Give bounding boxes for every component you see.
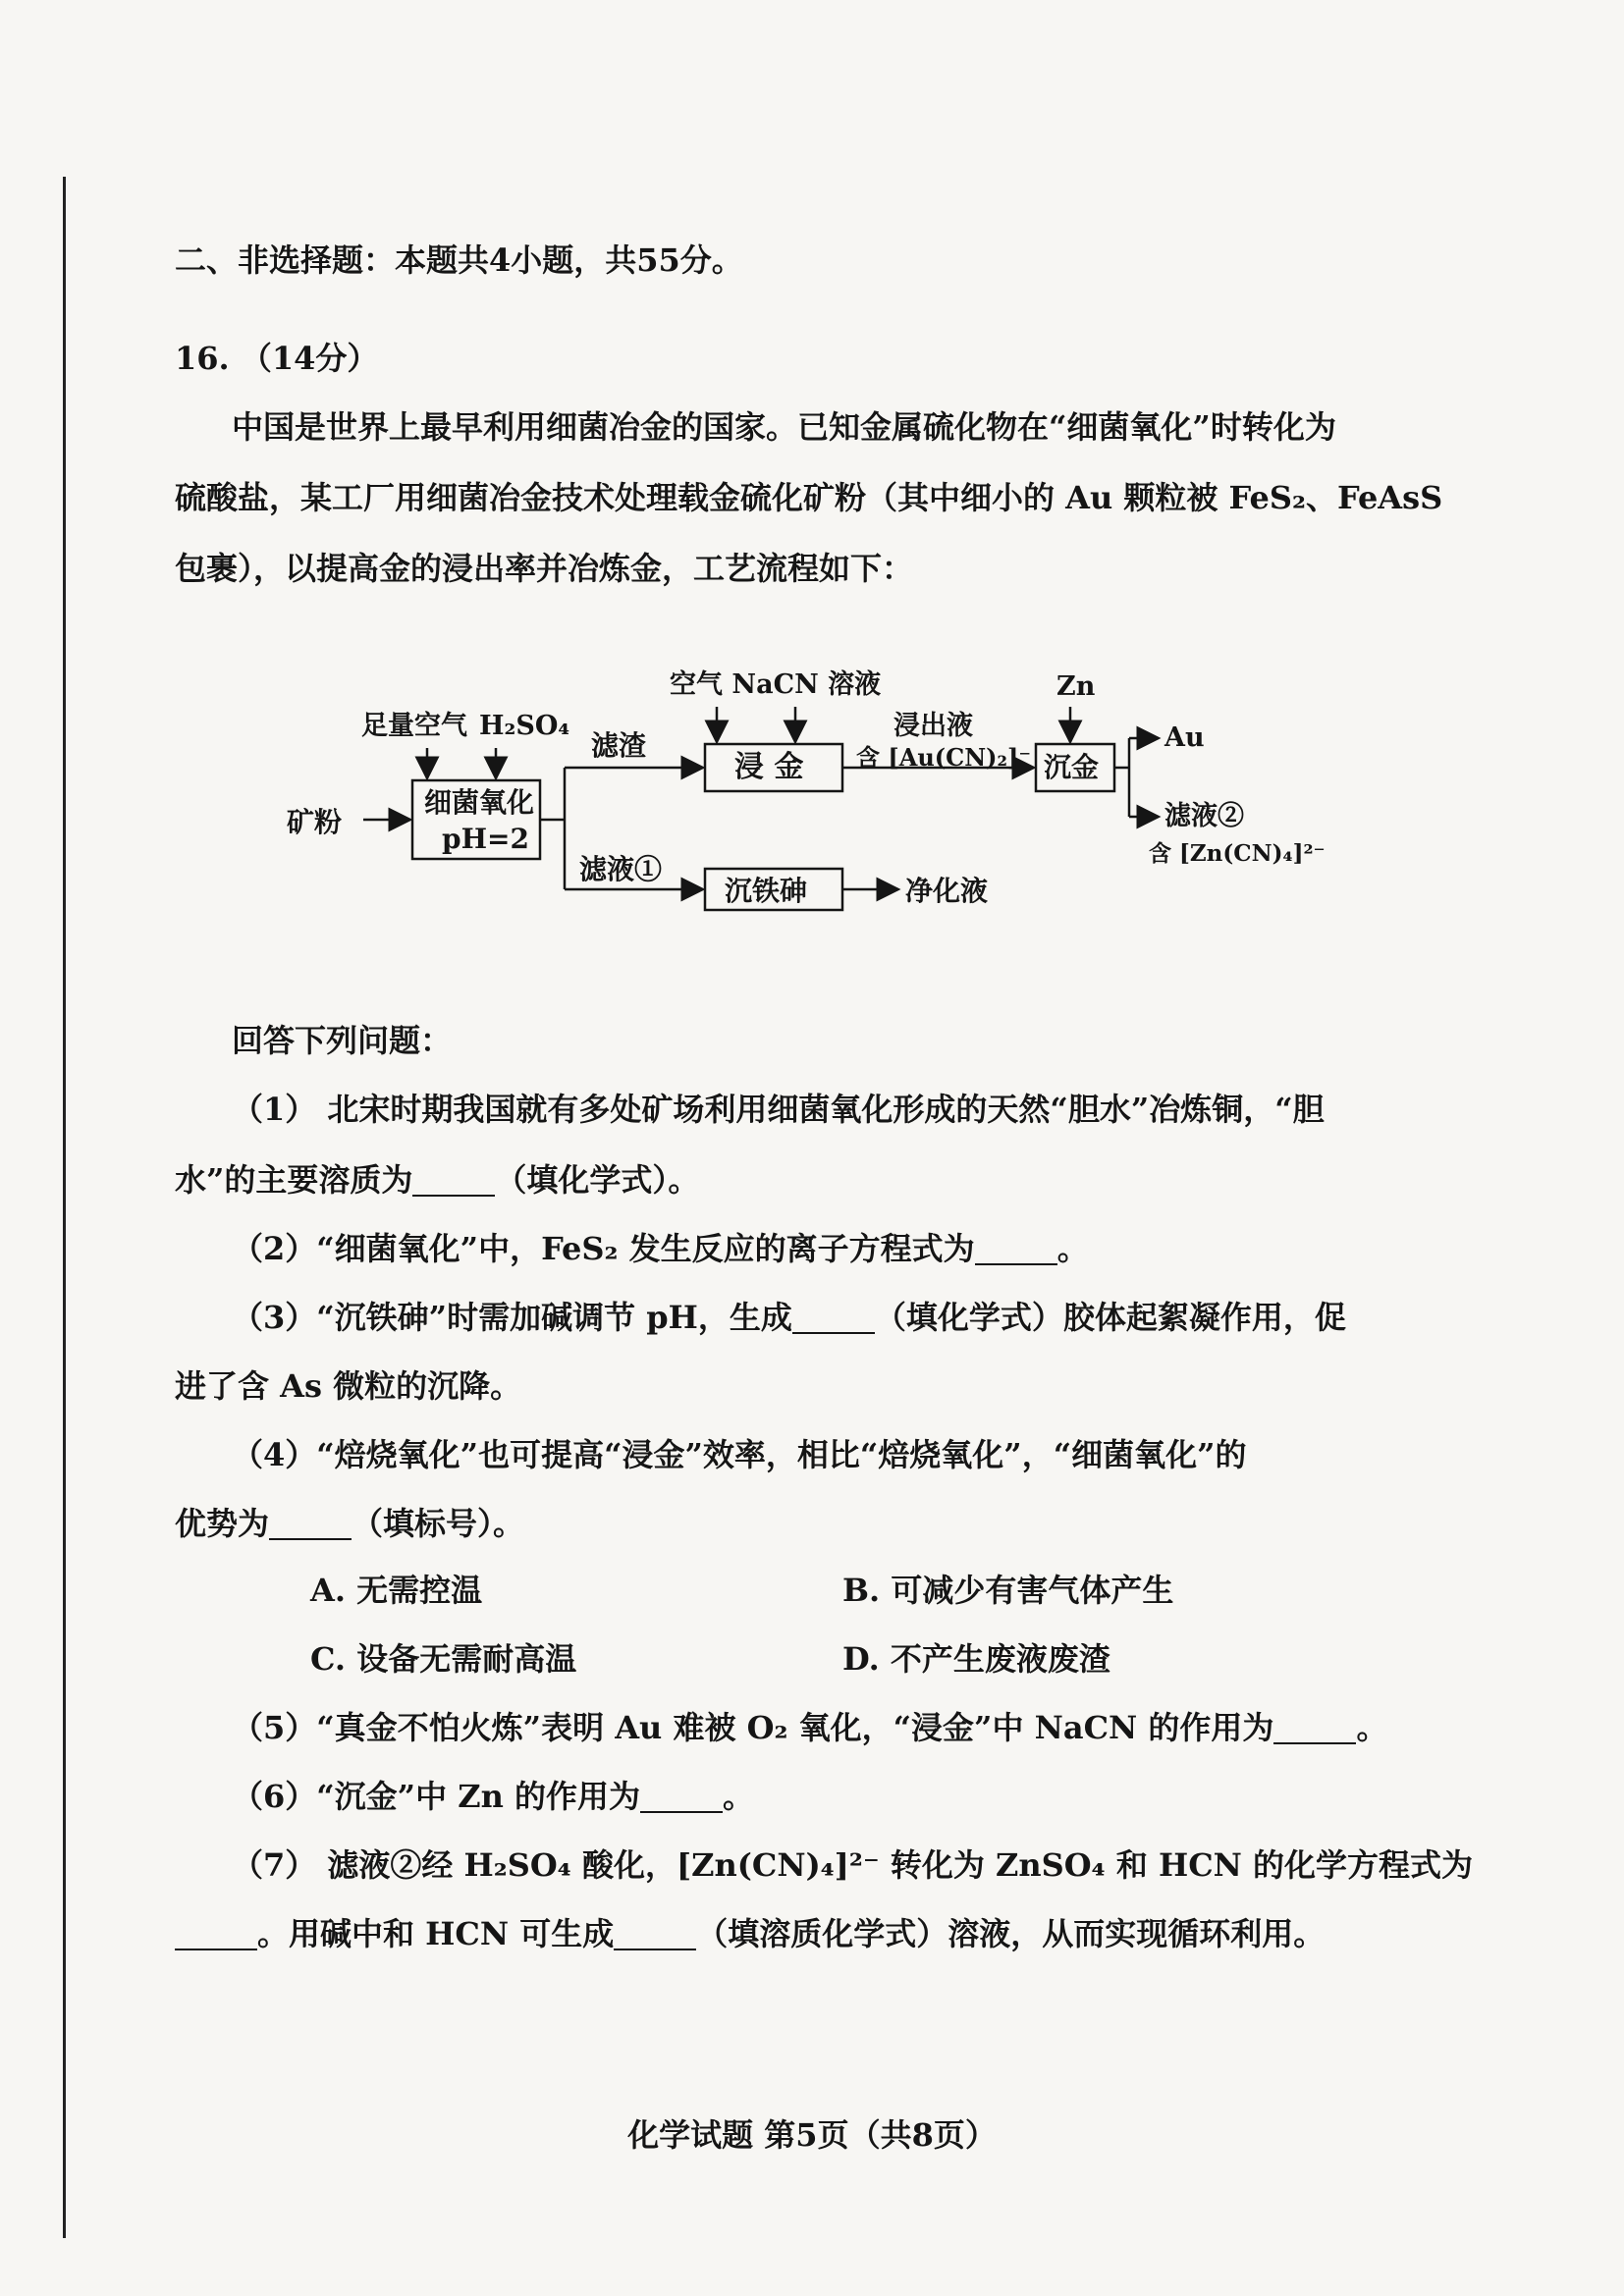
intro-line-3: 包裹），以提高金的浸出率并冶炼金，工艺流程如下： [175, 550, 914, 587]
choice-d[interactable]: D. 不产生废液废渣 [842, 1640, 1110, 1678]
q2-line [232, 1229, 1089, 1268]
flow-box2-label: 浸 金 [734, 750, 804, 784]
q3-text-pre: （3）“沉铁砷”时需加碱调节 pH，生成 [232, 1299, 792, 1336]
flow-filtrate2-complex: 含 [Zn(CN)₄]²⁻ [1149, 840, 1326, 867]
q4-answer-blank[interactable] [269, 1509, 352, 1540]
flow-reagent-air: 足量空气 [361, 711, 467, 741]
section-header: 二、非选择题：本题共4小题，共55分。 [175, 241, 743, 279]
choice-b[interactable]: B. 可减少有害气体产生 [842, 1572, 1174, 1609]
q4-line-a: （4）“焙烧氧化”也可提高“浸金”效率，相比“焙烧氧化”，“细菌氧化”的 [232, 1436, 1247, 1473]
flow-product-au: Au [1164, 722, 1205, 753]
q3-line-a [232, 1298, 1346, 1337]
q4-line-b [175, 1504, 524, 1543]
page-margin-line [63, 177, 66, 2238]
intro-line-1: 中国是世界上最早利用细菌冶金的国家。已知金属硫化物在“细菌氧化”时转化为 [232, 408, 1336, 446]
flow-box4-label: 沉铁砷 [725, 875, 808, 907]
q7-text-mid: 。用碱中和 HCN 可生成 [257, 1915, 615, 1952]
q1-line-b [175, 1160, 699, 1200]
q2-text-pre: （2）“细菌氧化”中，FeS₂ 发生反应的离子方程式为 [232, 1230, 975, 1267]
question-number: 16. （14分） [175, 340, 379, 377]
q1-text-pre: 水”的主要溶质为 [175, 1161, 413, 1199]
q5-text-pre: （5）“真金不怕火炼”表明 Au 难被 O₂ 氧化，“浸金”中 NaCN 的作用为 [232, 1709, 1274, 1746]
q6-text-post: 。 [723, 1778, 755, 1815]
q6-answer-blank[interactable] [640, 1782, 723, 1813]
q7-text-post: （填溶质化学式）溶液，从而实现循环利用。 [696, 1915, 1326, 1952]
flow-filtrate2-label: 滤液② [1164, 801, 1244, 831]
q2-answer-blank[interactable] [975, 1234, 1057, 1265]
q3-answer-blank[interactable] [792, 1303, 875, 1334]
q1-text-post: （填化学式）。 [495, 1161, 700, 1199]
q1-line-a: （1） 北宋时期我国就有多处矿场利用细菌氧化形成的天然“胆水”冶炼铜，“胆 [232, 1091, 1325, 1128]
flow-ore-label: 矿粉 [287, 806, 343, 838]
q1-answer-blank[interactable] [412, 1165, 495, 1197]
q5-answer-blank[interactable] [1273, 1713, 1356, 1744]
q5-text-post: 。 [1356, 1709, 1388, 1746]
flow-box3-label: 沉金 [1044, 751, 1100, 783]
flow-filtrate1-label: 滤液① [579, 853, 663, 885]
choice-a[interactable]: A. 无需控温 [310, 1572, 483, 1609]
q7-line-b [175, 1914, 1325, 1953]
flow-leachate-complex: 含 [Au(CN)₂]⁻ [856, 743, 1032, 772]
flow-box1-line1: 细菌氧化 [424, 786, 535, 819]
q7-answer-blank-1[interactable] [175, 1919, 257, 1950]
q7-answer-blank-2[interactable] [614, 1919, 696, 1950]
answer-prompt: 回答下列问题： [232, 1022, 453, 1059]
flow-leachate-label: 浸出液 [893, 711, 973, 741]
q7-line-a: （7） 滤液②经 H₂SO₄ 酸化，[Zn(CN)₄]²⁻ 转化为 ZnSO₄ 和 HCN 的化学方程式为 [232, 1846, 1474, 1884]
flow-reagent-air-nacn: 空气 NaCN 溶液 [670, 669, 882, 700]
flow-box1-line2: pH=2 [442, 823, 529, 855]
q3-text-post: （填化学式）胶体起絮凝作用，促 [874, 1299, 1346, 1336]
q4-text-pre: 优势为 [175, 1505, 270, 1542]
q5-line [232, 1708, 1387, 1747]
q2-text-post: 。 [1056, 1230, 1089, 1267]
page-footer: 化学试题 第5页（共8页） [627, 2116, 997, 2154]
q6-line [232, 1777, 754, 1816]
choice-c[interactable]: C. 设备无需耐高温 [310, 1640, 577, 1678]
q3-line-b: 进了含 As 微粒的沉降。 [175, 1367, 522, 1405]
flow-reagent-zn: Zn [1056, 671, 1096, 702]
intro-line-2: 硫酸盐，某工厂用细菌冶金技术处理载金硫化矿粉（其中细小的 Au 颗粒被 FeS₂、FeAsS [175, 479, 1443, 516]
flow-purified-label: 净化液 [905, 875, 989, 907]
process-flow-diagram [167, 658, 1326, 952]
q6-text-pre: （6）“沉金”中 Zn 的作用为 [232, 1778, 640, 1815]
flow-residue-label: 滤渣 [591, 729, 647, 762]
flow-reagent-h2so4: H₂SO₄ [479, 711, 570, 741]
q4-text-post: （填标号）。 [352, 1505, 525, 1542]
